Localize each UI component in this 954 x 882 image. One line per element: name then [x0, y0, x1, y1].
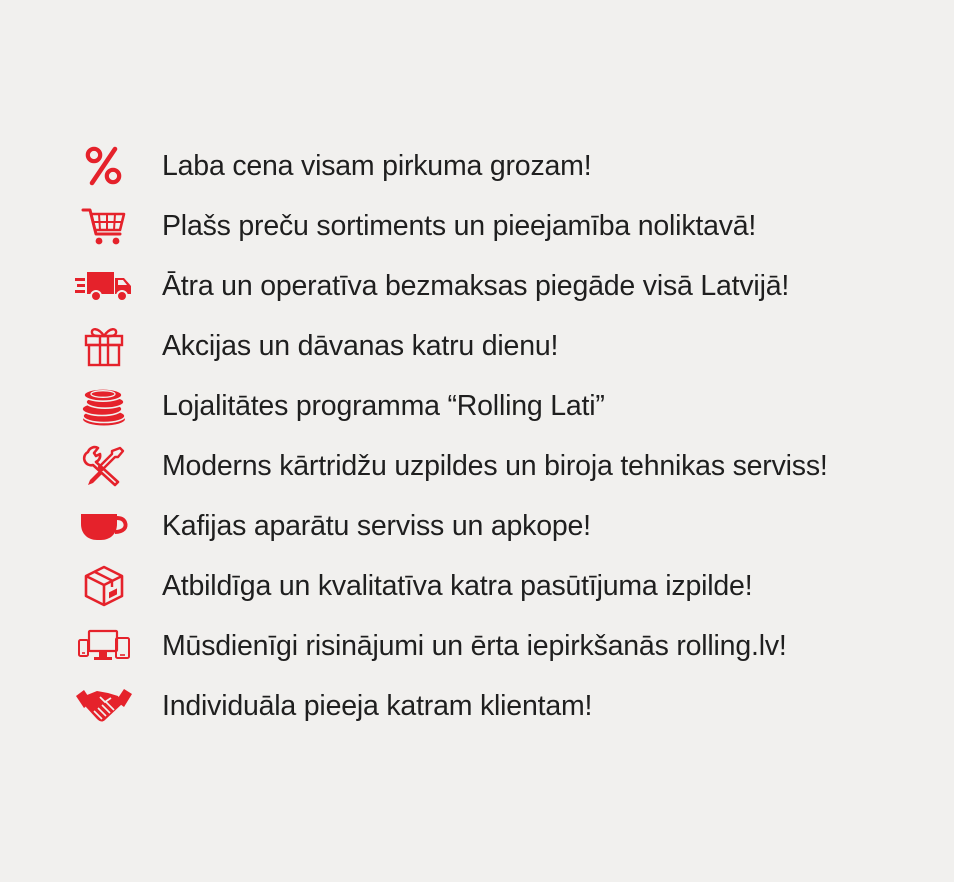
benefit-text: Lojalitātes programma “Rolling Lati” — [162, 390, 605, 422]
benefit-text: Plašs preču sortiments un pieejamība noliktavā! — [162, 210, 757, 242]
benefit-item-gifts — [0, 316, 954, 376]
benefit-item-online — [0, 616, 954, 676]
devices-icon — [74, 621, 134, 671]
delivery-truck-icon — [74, 261, 134, 311]
benefit-text: Atbildīga un kvalitatīva katra pasūtījuma izpilde! — [162, 570, 753, 602]
gift-icon — [74, 321, 134, 371]
percent-icon — [74, 141, 134, 191]
benefit-item-assortment — [0, 196, 954, 256]
handshake-icon — [74, 681, 134, 731]
benefit-text: Akcijas un dāvanas katru dienu! — [162, 330, 559, 362]
benefit-item-individual — [0, 676, 954, 736]
benefit-item-price — [0, 136, 954, 196]
benefit-item-coffee — [0, 496, 954, 556]
benefit-item-orders — [0, 556, 954, 616]
benefit-text: Ātra un operatīva bezmaksas piegāde visā Latvijā! — [162, 270, 790, 302]
benefit-text: Moderns kārtridžu uzpildes un biroja tehnikas serviss! — [162, 450, 828, 482]
benefit-item-delivery — [0, 256, 954, 316]
benefit-text: Mūsdienīgi risinājumi un ērta iepirkšanās rolling.lv! — [162, 630, 787, 662]
tools-icon — [74, 441, 134, 491]
shopping-cart-icon — [74, 201, 134, 251]
coffee-cup-icon — [74, 501, 134, 551]
benefit-text: Laba cena visam pirkuma grozam! — [162, 150, 592, 182]
benefit-item-service — [0, 436, 954, 496]
benefit-text: Kafijas aparātu serviss un apkope! — [162, 510, 591, 542]
benefit-item-loyalty — [0, 376, 954, 436]
coins-icon — [74, 381, 134, 431]
benefit-text: Individuāla pieeja katram klientam! — [162, 690, 593, 722]
package-box-icon — [74, 561, 134, 611]
